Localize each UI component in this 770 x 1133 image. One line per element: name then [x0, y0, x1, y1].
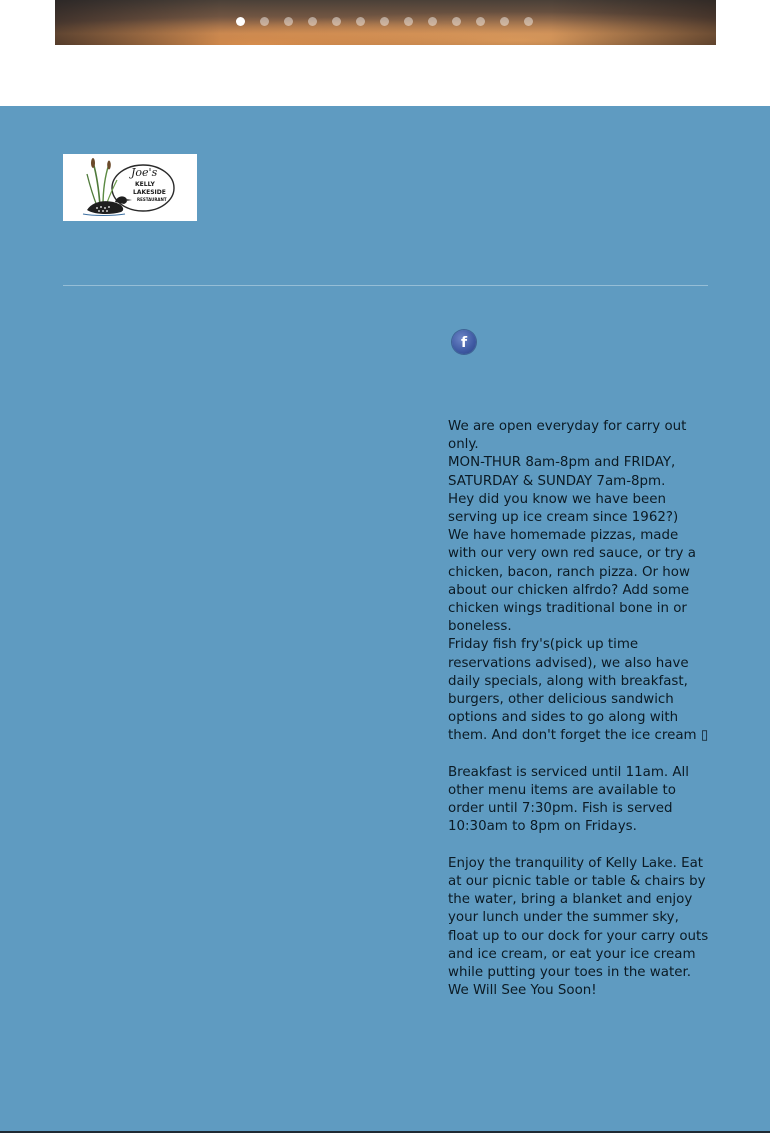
site-footer — [0, 106, 770, 1131]
restaurant-logo[interactable] — [63, 154, 197, 221]
slider-dot-12[interactable] — [500, 17, 509, 26]
info-paragraph: MON-THUR 8am-8pm and FRIDAY, SATURDAY & SUNDAY 7am-8pm. — [448, 455, 676, 489]
footer-divider — [63, 285, 708, 286]
slider-dot-10[interactable] — [452, 17, 461, 26]
slider-dot-11[interactable] — [476, 17, 485, 26]
info-paragraph: We are open everyday for carry out only. — [448, 419, 687, 453]
info-paragraph: Enjoy the tranquility of Kelly Lake. Eat at our picnic table or table & chairs by the water, bring a blanket and enjoy your lunch under the summer sky, float up to our dock for your carry outs and ice cream, or eat your ice cream while putting your toes in the water. — [448, 855, 709, 981]
slider-pagination — [236, 17, 533, 26]
logo-text-joes: Joe's — [131, 166, 158, 179]
logo-text-restaurant: RESTAURANT — [137, 197, 167, 202]
slider-dot-7[interactable] — [380, 17, 389, 26]
facebook-icon[interactable] — [452, 330, 476, 354]
slider-dot-8[interactable] — [404, 17, 413, 26]
slider-dot-6[interactable] — [356, 17, 365, 26]
logo-text-kelly: KELLY — [135, 181, 155, 188]
info-paragraph: Friday fish fry's(pick up time reservations advised), we also have daily specials, along with breakfast, burgers, other delicious sandwich options and sides to go along with them. And don't forget the ice cream ▯ — [448, 637, 709, 744]
slider-dot-13[interactable] — [524, 17, 533, 26]
logo-graphic — [63, 154, 197, 221]
paragraph-gap — [448, 746, 710, 764]
info-paragraph: Breakfast is serviced until 11am. All other menu items are available to order until 7:30pm. Fish is served 10:30am to 8pm on Fridays. — [448, 764, 689, 835]
info-paragraph: We have homemade pizzas, made with our very own red sauce, or try a chicken, bacon, ranch pizza. Or how about our chicken alfrdo? Add some chicken wings traditional bone in or boneless. — [448, 528, 696, 635]
slider-dot-2[interactable] — [260, 17, 269, 26]
info-paragraph: Hey did you know we have been serving up ice cream since 1962?) — [448, 491, 679, 526]
logo-text-lakeside: LAKESIDE — [133, 189, 166, 196]
restaurant-info — [448, 418, 710, 1000]
slider-dot-9[interactable] — [428, 17, 437, 26]
facebook-glyph: f — [460, 335, 468, 351]
slider-dot-5[interactable] — [332, 17, 341, 26]
info-paragraph: We Will See You Soon! — [448, 983, 597, 999]
slider-dot-4[interactable] — [308, 17, 317, 26]
slider-dot-1[interactable] — [236, 17, 245, 26]
slider-dot-3[interactable] — [284, 17, 293, 26]
hero-slider — [55, 0, 716, 45]
paragraph-gap — [448, 837, 710, 855]
